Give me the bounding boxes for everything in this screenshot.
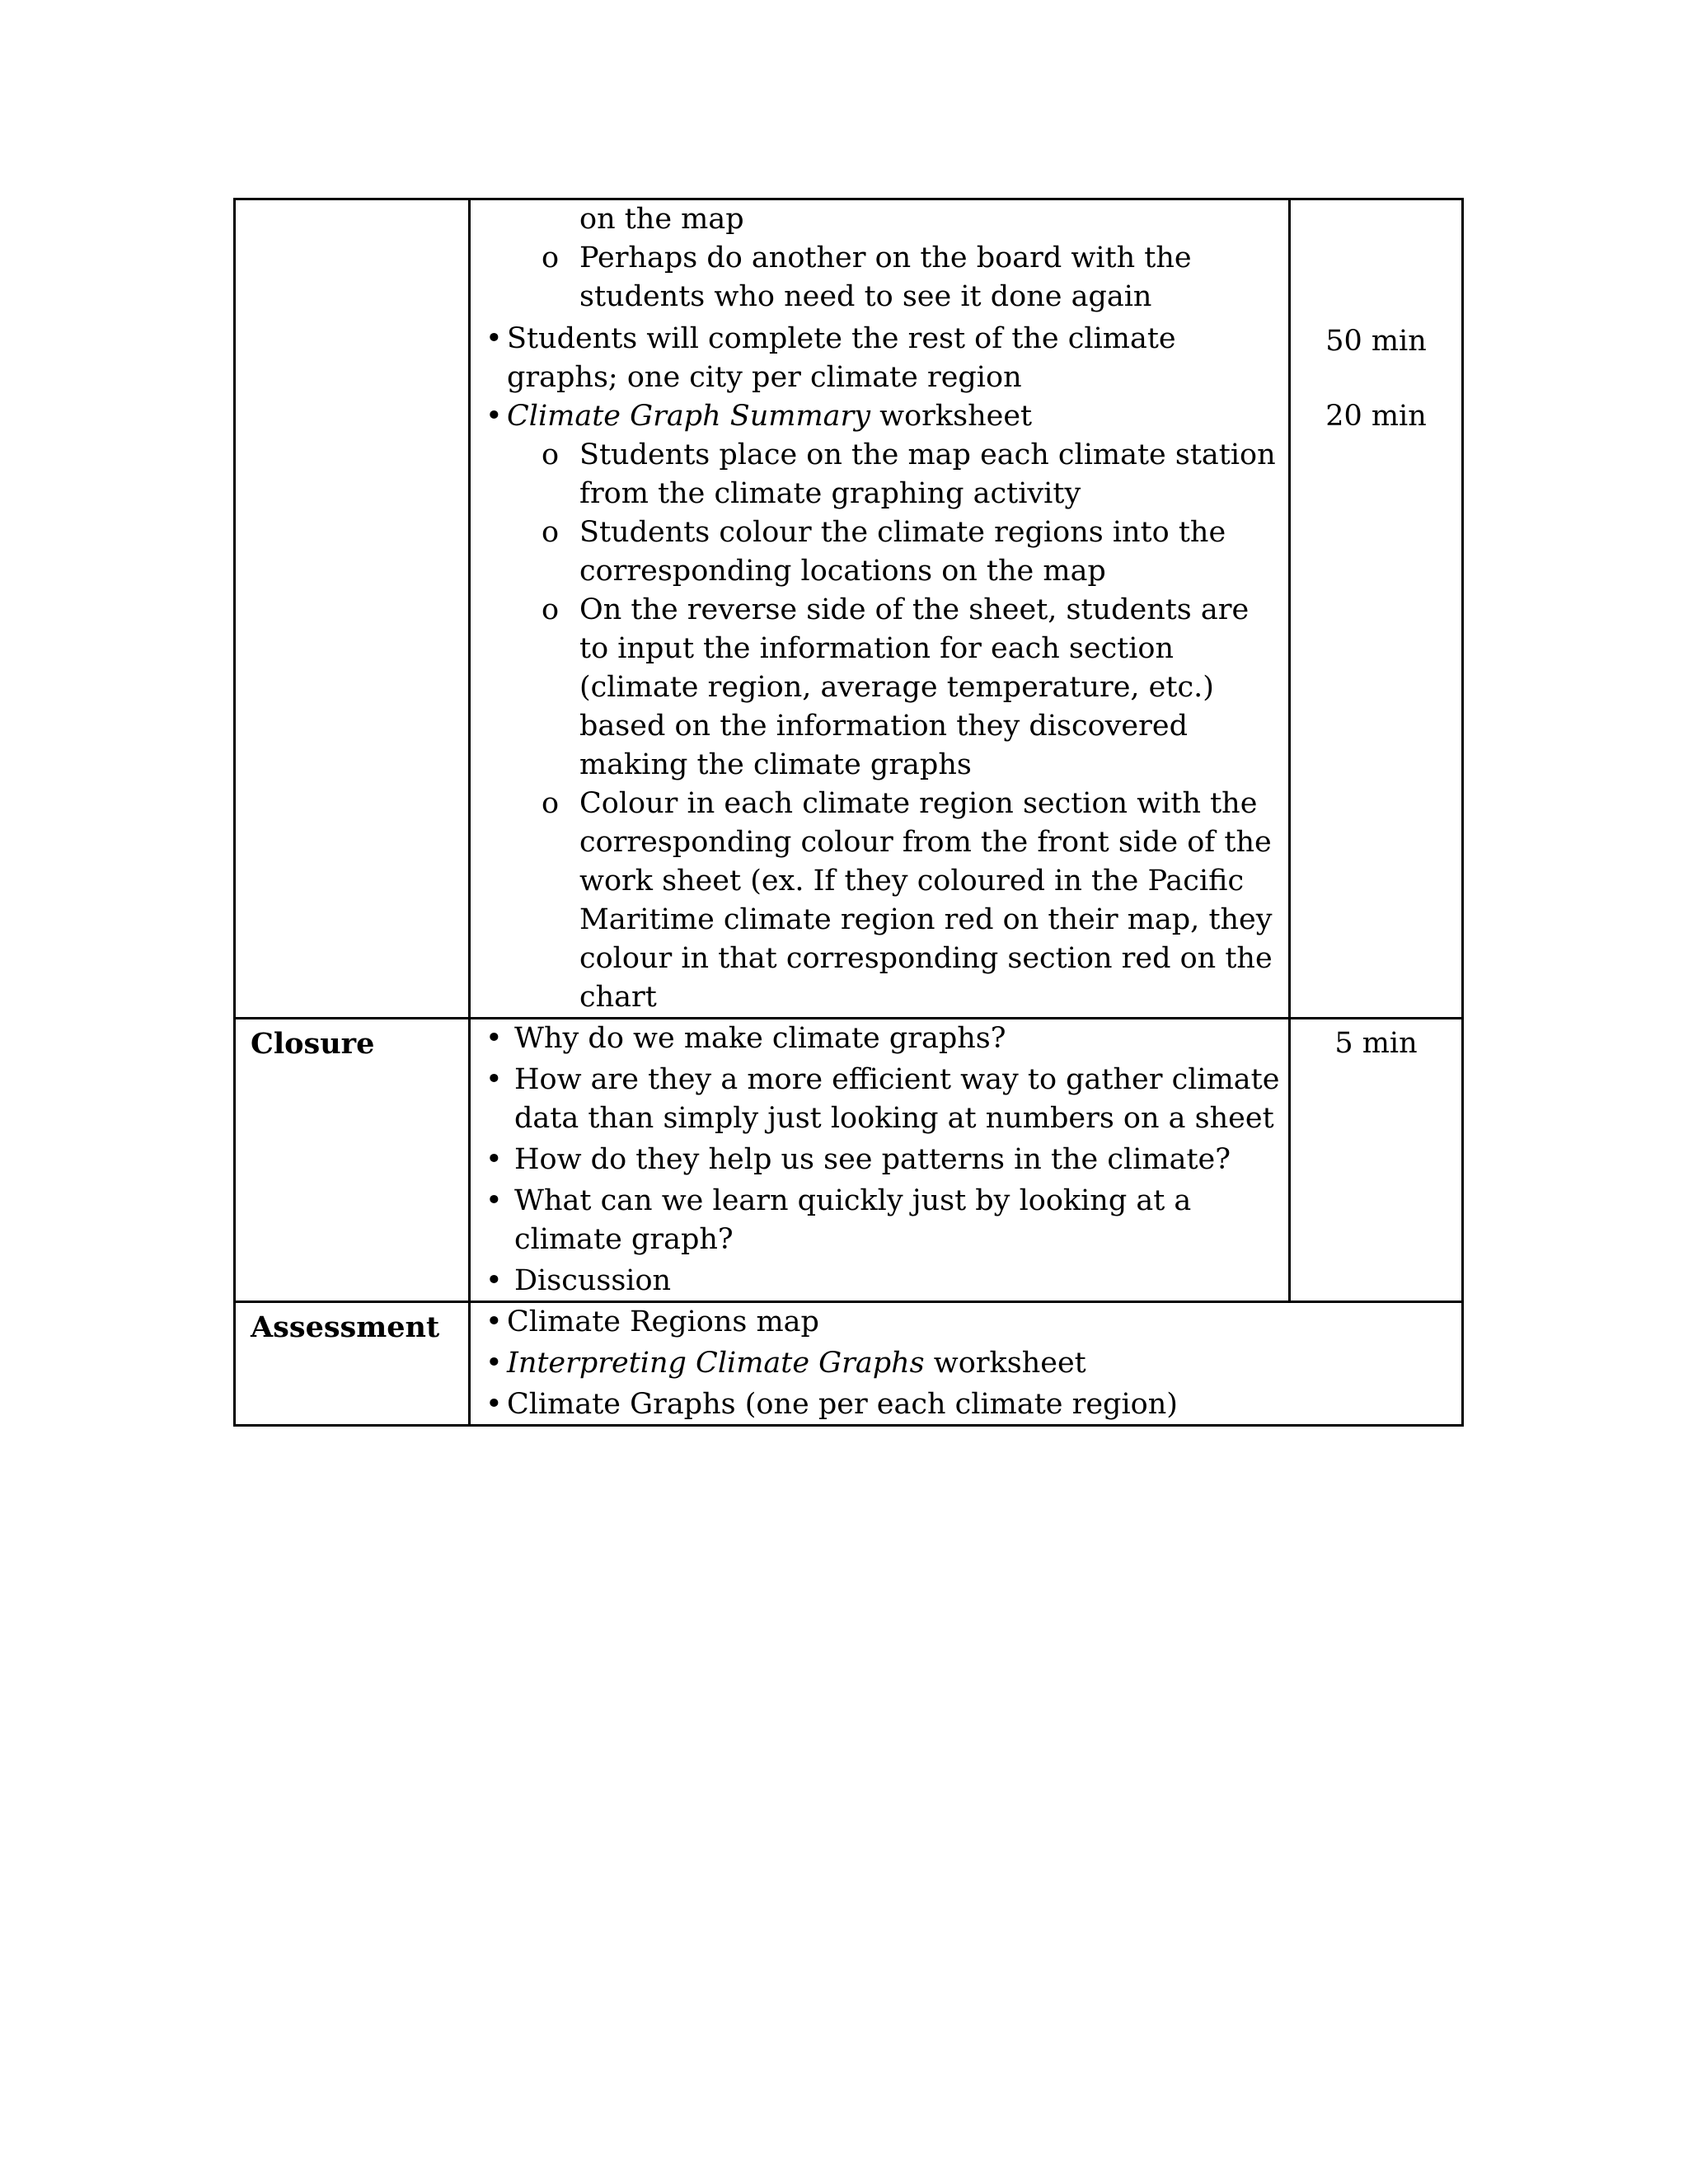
circle-bullet-icon: o xyxy=(542,787,560,820)
table-row-assessment xyxy=(235,1302,1463,1426)
bullet-icon: • xyxy=(485,1143,503,1176)
circle-bullet-icon: o xyxy=(542,516,560,549)
worksheet-title: Climate Graph Summary xyxy=(507,400,871,433)
bullet-text: How do they help us see patterns in the climate? xyxy=(514,1143,1231,1176)
bullet-icon: • xyxy=(485,1388,503,1421)
list-item xyxy=(485,1061,1280,1138)
sub-item-text: Students place on the map each climate station from the climate graphing activity xyxy=(579,438,1276,510)
list-item xyxy=(485,320,1280,397)
time-value: 5 min xyxy=(1334,1027,1418,1060)
sub-item-text: On the reverse side of the sheet, students are to input the information for each section (climate region, average temperature, etc.) based on the information they discovered making the climate graphs xyxy=(579,593,1250,781)
bullet-icon: • xyxy=(485,1184,503,1217)
sub-item-text: Colour in each climate region section with the corresponding colour from the front side of the work sheet (ex. If they coloured in the Pacific Maritime climate region red on their map, they colour in that corresponding section red on the chart xyxy=(579,787,1273,1014)
bullet-text: Why do we make climate graphs? xyxy=(514,1022,1006,1055)
list-item xyxy=(485,1303,1453,1342)
sub-item-text: Perhaps do another on the board with the students who need to see it done again xyxy=(579,241,1192,313)
bullet-icon: • xyxy=(485,1022,503,1055)
bullet-icon: • xyxy=(485,400,503,433)
list-item xyxy=(485,1385,1453,1424)
bullet-icon: • xyxy=(485,1063,503,1096)
list-item xyxy=(485,1019,1280,1058)
worksheet-suffix: worksheet xyxy=(870,400,1033,433)
time-cell xyxy=(1290,199,1463,1019)
time-cell xyxy=(1290,1019,1463,1302)
bullet-icon: • xyxy=(485,1347,503,1380)
bullet-icon: • xyxy=(485,1264,503,1297)
closure-content xyxy=(470,1019,1290,1302)
list-item xyxy=(485,591,1280,785)
time-value: 50 min xyxy=(1325,325,1427,358)
list-item xyxy=(485,1141,1280,1179)
bullet-text: Climate Graphs (one per each climate region) xyxy=(507,1388,1178,1421)
list-item xyxy=(485,397,1280,436)
list-item xyxy=(485,1344,1453,1383)
list-item xyxy=(485,513,1280,591)
bullet-text xyxy=(507,397,1280,436)
circle-bullet-icon: o xyxy=(542,438,560,471)
time-value: 20 min xyxy=(1325,400,1427,433)
bullet-text: Climate Regions map xyxy=(507,1305,819,1338)
sub-item-text: Students colour the climate regions into the corresponding locations on the map xyxy=(579,516,1226,588)
lesson-plan-table xyxy=(233,198,1464,1427)
list-item xyxy=(485,785,1280,1017)
circle-bullet-icon: o xyxy=(542,241,560,274)
bullet-text: Discussion xyxy=(514,1264,672,1297)
table-row-activities xyxy=(235,199,1463,1019)
assessment-content xyxy=(470,1302,1463,1426)
circle-bullet-icon: o xyxy=(542,593,560,626)
row-label-assessment: Assessment xyxy=(235,1302,470,1426)
bullet-icon: • xyxy=(485,1305,503,1338)
list-item xyxy=(485,436,1280,513)
bullet-text: What can we learn quickly just by looking at a climate graph? xyxy=(514,1184,1192,1256)
list-item xyxy=(485,239,1280,316)
bullet-icon: • xyxy=(485,322,503,355)
bullet-text: How are they a more efficient way to gather climate data than simply just looking at numbers on a sheet xyxy=(514,1063,1280,1135)
list-item xyxy=(485,1182,1280,1259)
list-item xyxy=(485,1262,1280,1301)
activities-content xyxy=(470,199,1290,1019)
continued-text: on the map xyxy=(579,203,744,236)
bullet-text: Students will complete the rest of the climate graphs; one city per climate region xyxy=(507,322,1176,394)
row-label-closure: Closure xyxy=(235,1019,470,1302)
row-label-empty xyxy=(235,199,470,1019)
table-row-closure xyxy=(235,1019,1463,1302)
bullet-text xyxy=(507,1344,1453,1383)
worksheet-title: Interpreting Climate Graphs xyxy=(507,1347,925,1380)
worksheet-suffix: worksheet xyxy=(924,1347,1086,1380)
